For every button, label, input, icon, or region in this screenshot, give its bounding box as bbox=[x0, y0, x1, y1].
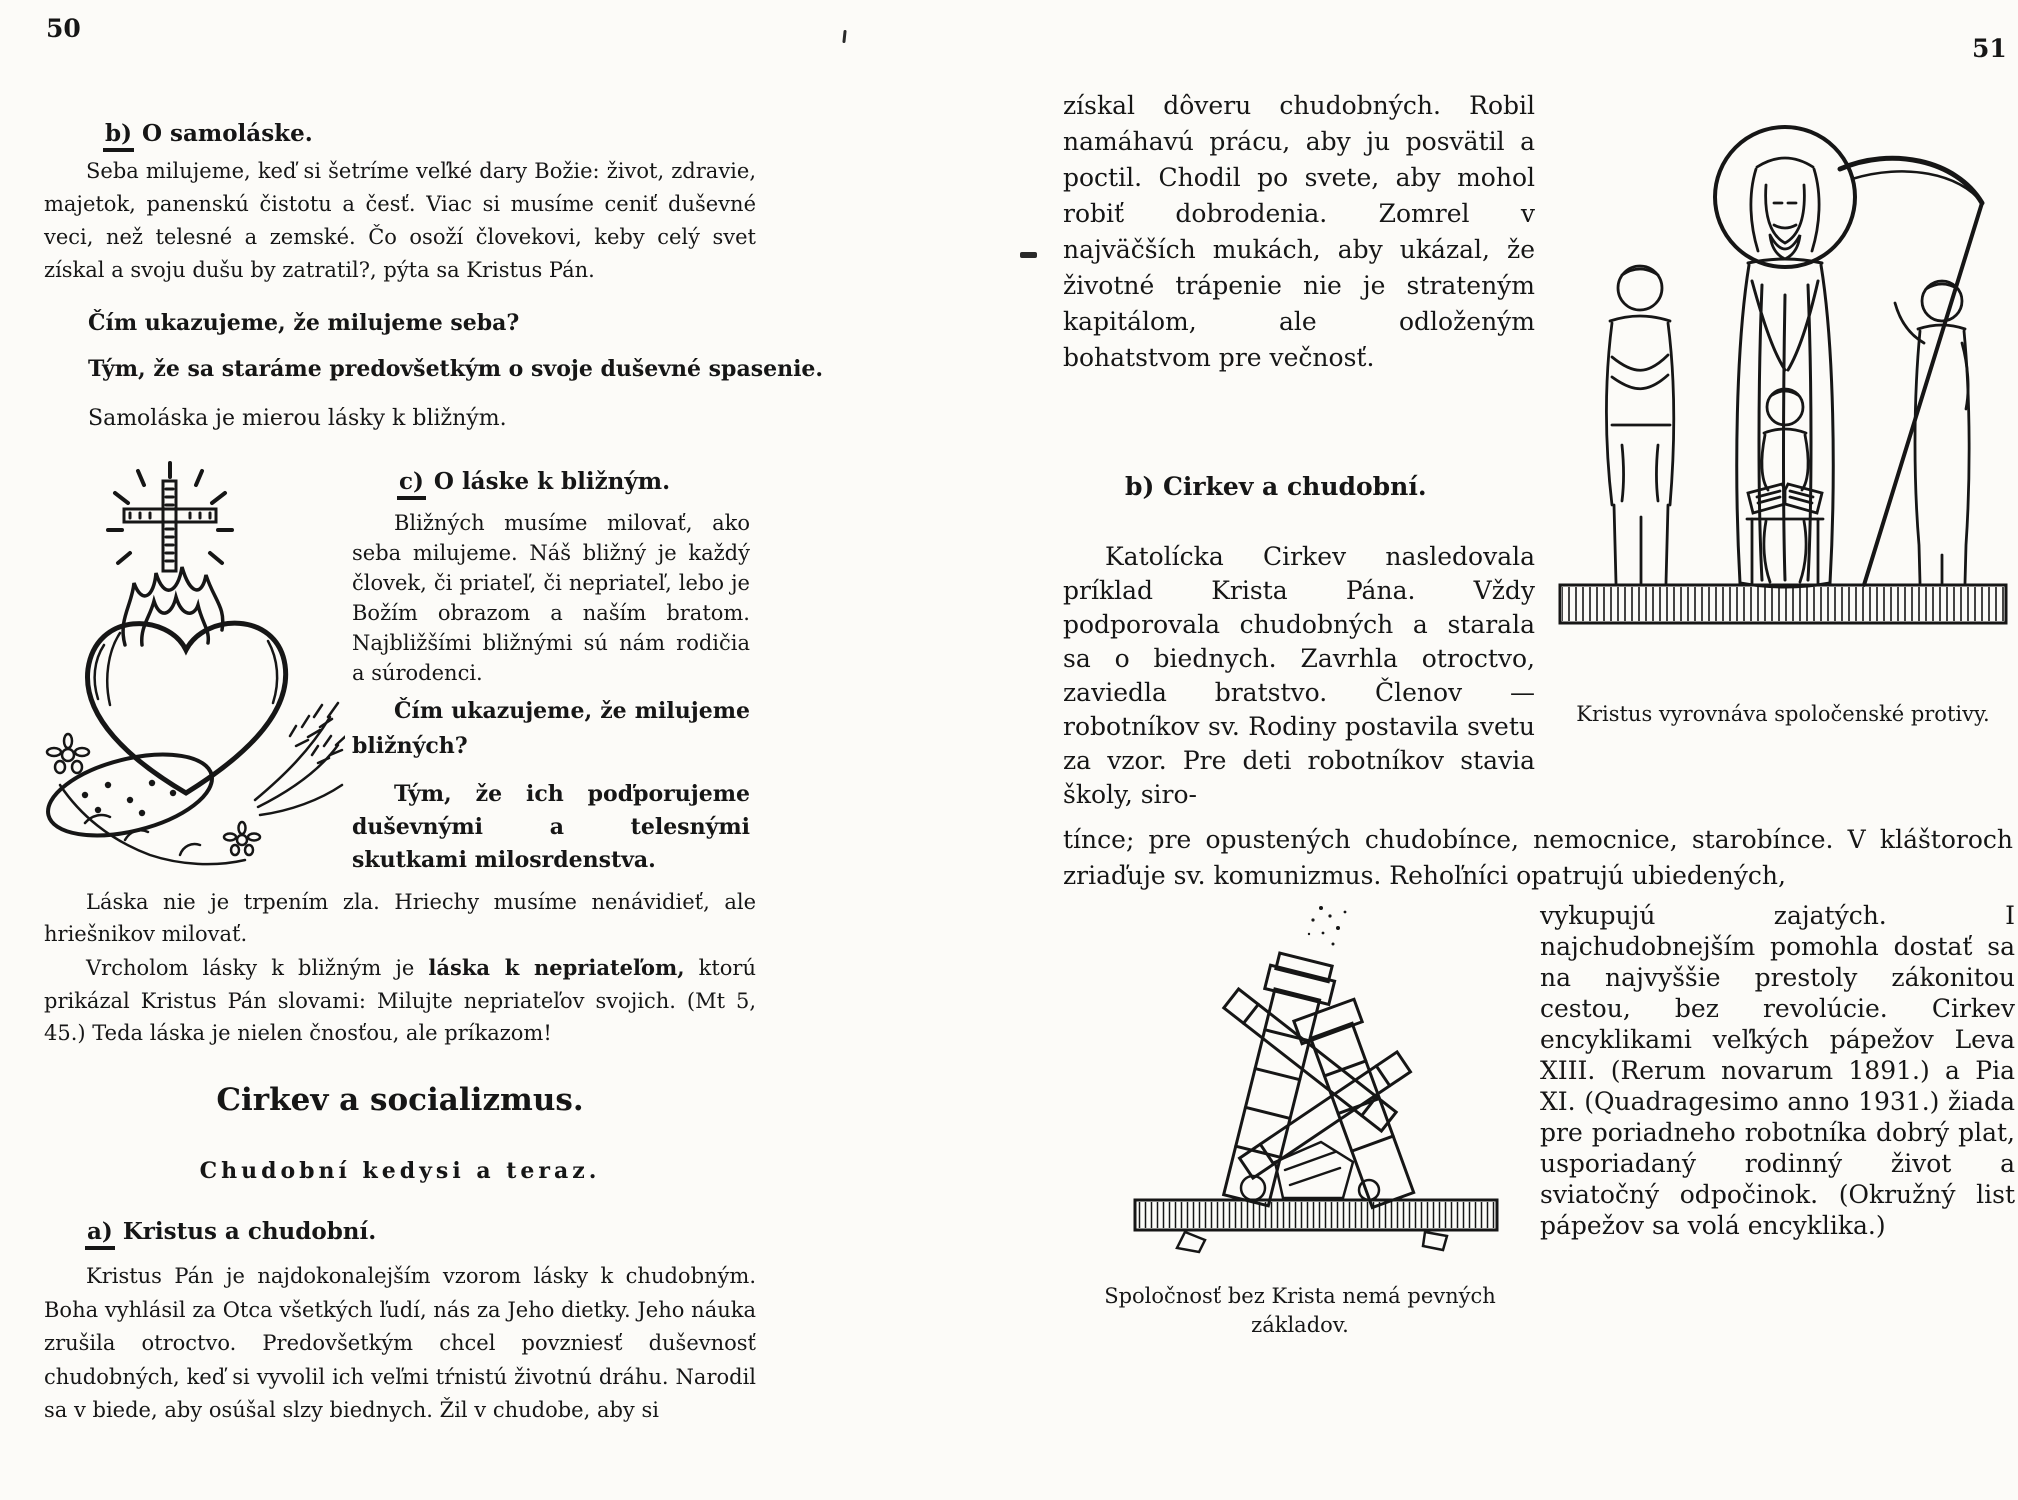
chapter-subheading: Chudobní kedysi a teraz. bbox=[199, 1158, 601, 1184]
flaming-heart-cross-icon bbox=[30, 455, 345, 880]
section-label-a: a) bbox=[85, 1218, 115, 1250]
collapsing-columns-icon bbox=[1125, 900, 1510, 1260]
chapter-heading: Cirkev a socializmus. bbox=[216, 1082, 584, 1118]
caption-christ: Kristus vyrovnáva spoločenské protivy. bbox=[1576, 702, 1990, 726]
section-title-c: O láske k bližným. bbox=[433, 468, 671, 495]
paragraph-bliznych-musime: Bližných musíme milovať, ako seba milujeme. Náš bližný je každý človek, či priateľ, či nepriateľ, lebo je Božím obrazom a naším bratom. Najbližšími bližnými sú nám rodičia a súrodenci. bbox=[352, 511, 750, 685]
christ-workers-illustration bbox=[1552, 85, 2014, 685]
christ-between-workers-icon bbox=[1552, 85, 2014, 685]
scan-artifact-dash bbox=[1020, 252, 1037, 258]
caption-pillars: Spoločnosť bez Krista nemá pevných základov. bbox=[1104, 1284, 1496, 1337]
heading-o-laske-k-bliznym bbox=[397, 468, 670, 500]
answer-dusevne-spasenie: Tým, že sa staráme predovšetkým o svoje duševné spasenie. bbox=[88, 356, 824, 382]
vrchol-pre: Vrcholom lásky k bližným je bbox=[86, 956, 429, 980]
page-number-right: 51 bbox=[1972, 34, 2007, 63]
question-milujeme-seba: Čím ukazujeme, že milujeme seba? bbox=[88, 310, 520, 336]
paragraph-ziskal-doveru: získal dôveru chudobných. Robil namáhavú prácu, aby ju posvätil a poctil. Chodil po svete, aby mohol robiť dobrodenia. Zomrel v najväčších mukách, aby ukázal, že životné trápenie nie je strateným kapitálom, ale odloženým bohatstvom pre večnosť. bbox=[1063, 91, 1535, 372]
paragraph-kristus-pan: Kristus Pán je najdokonalejším vzorom lásky k chudobným. Boha vyhlásil za Otca všetkých ľudí, nás za Jeho dietky. Jeho náuka zrušila otroctvo. Predovšetkým chcel povzniesť duševnosť chudobných, keď si vyvolil ich veľmi tŕnistú životnú dráhu. Narodil sa v biede, aby osúšal slzy biednych. Žil v chudobe, aby si bbox=[44, 1264, 756, 1422]
paragraph-laska-nie-je: Láska nie je trpením zla. Hriechy musíme nenávidieť, ale hriešnikov milovať. bbox=[44, 890, 756, 946]
paragraph-vrcholom-lasky bbox=[44, 952, 756, 1050]
answer-skutky-milosrdenstva: Tým, že ich poďporujeme duševnými a telesnými skutkami milosrdenstva. bbox=[352, 781, 750, 873]
sacred-heart-illustration bbox=[30, 455, 345, 880]
heading-kristus-a-chudobni bbox=[85, 1218, 376, 1250]
broken-pillars-illustration bbox=[1125, 900, 1510, 1260]
vrchol-bold: láska k nepriateľom, bbox=[428, 955, 685, 980]
section-title-b: O samoláske. bbox=[141, 120, 313, 147]
heading-o-samolaske bbox=[103, 120, 313, 152]
paragraph-seba-milujeme: Seba milujeme, keď si šetríme veľké dary Božie: život, zdravie, majetok, panenskú čistotu a česť. Viac si musíme ceniť duševné veci, než telesné a zemské. Čo osoží človekovi, keby celý svet získal a svoju dušu by zatratil?, pýta sa Kristus Pán. bbox=[44, 159, 756, 282]
question-milujeme-bliznych: Čím ukazujeme, že milujeme bližných? bbox=[352, 698, 750, 759]
section-label-b2: b) bbox=[1125, 472, 1155, 501]
paragraph-katolicka-cirkev: Katolícka Cirkev nasledovala príklad Krista Pána. Vždy podporovala chudobných a starala sa o biednych. Zavrhla otroctvo, zaviedla bratstvo. Členov — robotníkov sv. Rodiny postavila svetu za vzor. Pre deti robotníkov stavia školy, siro- bbox=[1063, 542, 1535, 809]
paragraph-vykupuju: vykupujú zajatých. I najchudobnejším pomohla dostať sa na najvyššie prestoly zákonitou cestou, bez revolúcie. Cirkev encyklikami veľkých pápežov Leva XIII. (Rerum novarum 1891.) a Pia XI. (Quadragesimo anno 1931.) žiada pre poriadneho robotníka dobrý plat, usporiadaný rodinný život a sviatočný odpočinok. (Okružný list pápežov sa volá encyklika.) bbox=[1540, 901, 2015, 1240]
heading-cirkev-a-chudobni bbox=[1125, 472, 1427, 501]
section-title-b2: Cirkev a chudobní. bbox=[1163, 472, 1427, 501]
section-label-c: c) bbox=[397, 468, 426, 500]
paragraph-wide-tince: tínce; pre opustených chudobínce, nemocnice, starobínce. V kláštoroch zriaďuje sv. komunizmus. Rehoľníci opatrujú ubiedených, bbox=[1063, 825, 2013, 890]
section-title-a: Kristus a chudobní. bbox=[122, 1218, 377, 1245]
section-label-b: b) bbox=[103, 120, 134, 152]
vrchol-post: ktorú prikázal Kristus Pán slovami: Milujte nepriateľov svojich. (Mt 5, 45.) Teda láska je nielen čnosťou, ale príkazom! bbox=[44, 956, 756, 1045]
scan-artifact-tick bbox=[842, 30, 846, 43]
page-number-left: 50 bbox=[46, 14, 81, 43]
note-samolaska: Samoláska je mierou lásky k bližným. bbox=[88, 406, 507, 431]
